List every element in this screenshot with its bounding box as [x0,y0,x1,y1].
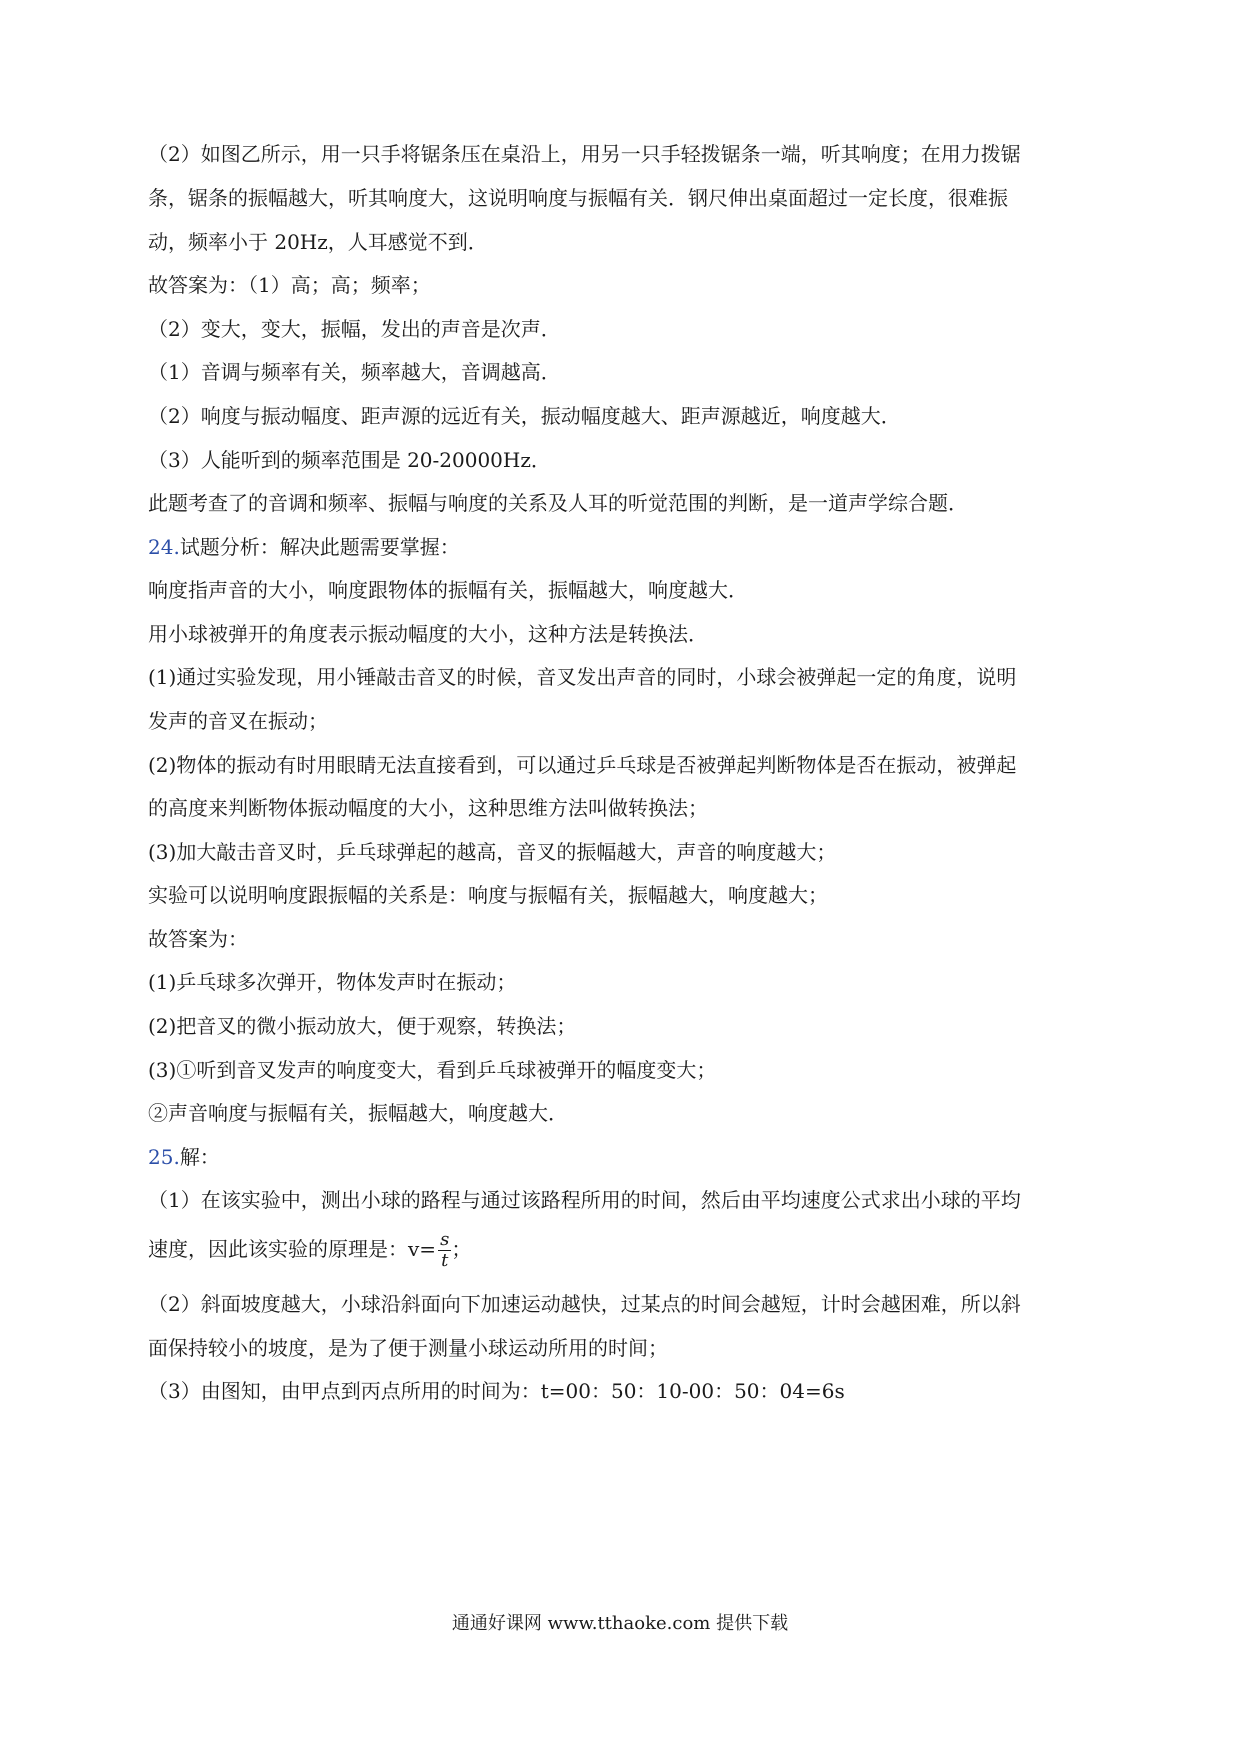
text-line: （3）由图知，由甲点到丙点所用的时间为：t=00：50：10-00：50：04=6s [148,1379,845,1403]
text-line: 发声的音叉在振动； [148,709,328,733]
text-line: (1)乒乓球多次弹开，物体发声时在振动； [148,970,517,994]
text-line: (1)通过实验发现，用小锤敲击音叉的时候，音叉发出声音的同时，小球会被弹起一定的角度，说明 [148,665,1017,689]
formula-tail: ； [451,1237,472,1261]
formula-prefix: 速度，因此该实验的原理是：v= [148,1237,437,1261]
text-line: 此题考查了的音调和频率、振幅与响度的关系及人耳的听觉范围的判断，是一道声学综合题． [148,491,968,515]
text-line: 面保持较小的坡度，是为了便于测量小球运动所用的时间； [148,1336,668,1360]
text-line: 响度指声音的大小，响度跟物体的振幅有关，振幅越大，响度越大． [148,578,748,602]
speed-fraction [438,1231,451,1270]
formula-line [148,1224,1108,1274]
question-24-heading [148,533,1108,561]
text-line: 实验可以说明响度跟振幅的关系是：响度与振幅有关，振幅越大，响度越大； [148,883,828,907]
text-line: （2）响度与振动幅度、距声源的远近有关，振动幅度越大、距声源越近，响度越大． [148,404,901,428]
text-line: 动，频率小于 20Hz，人耳感觉不到． [148,230,488,254]
question-number: 25. [148,1145,180,1169]
question-heading-text: 试题分析：解决此题需要掌握： [179,535,460,559]
question-heading-text: 解： [179,1145,220,1169]
text-line: (3)①听到音叉发声的响度变大，看到乒乓球被弹开的幅度变大； [148,1058,717,1082]
fraction-denominator: t [441,1250,449,1271]
text-line: (3)加大敲击音叉时，乒乓球弹起的越高，音叉的振幅越大，声音的响度越大； [148,840,837,864]
question-number: 24. [148,535,180,559]
text-line: 故答案为：（1）高；高；频率； [148,273,431,297]
text-line: （1）音调与频率有关，频率越大，音调越高． [148,360,561,384]
fraction-numerator: s [440,1229,450,1250]
text-line: (2)物体的振动有时用眼睛无法直接看到，可以通过乒乓球是否被弹起判断物体是否在振动，被弹起 [148,753,1017,777]
page-footer: 通通好课网 www.tthaoke.com 提供下载 [451,1613,789,1634]
text-line: 故答案为： [148,927,248,951]
text-line: (2)把音叉的微小振动放大，便于观察，转换法； [148,1014,577,1038]
text-line: 的高度来判断物体振动幅度的大小，这种思维方法叫做转换法； [148,796,708,820]
text-line: 用小球被弹开的角度表示振动幅度的大小，这种方法是转换法． [148,622,708,646]
text-line: 条，锯条的振幅越大，听其响度大，这说明响度与振幅有关．钢尺伸出桌面超过一定长度，很难振 [148,186,1008,210]
text-line: ②声音响度与振幅有关，振幅越大，响度越大． [148,1101,568,1125]
text-line: （2）斜面坡度越大，小球沿斜面向下加速运动越快，过某点的时间会越短，计时会越困难，所以斜 [148,1292,1021,1316]
question-25-heading [148,1143,1108,1171]
text-line: （1）在该实验中，测出小球的路程与通过该路程所用的时间，然后由平均速度公式求出小球的平均 [148,1188,1021,1212]
text-line: （2）如图乙所示，用一只手将锯条压在桌沿上，用另一只手轻拨锯条一端，听其响度；在用力拨锯 [148,142,1021,166]
text-line: （3）人能听到的频率范围是 20-20000Hz． [148,448,551,472]
text-line: （2）变大，变大，振幅，发出的声音是次声． [148,317,561,341]
